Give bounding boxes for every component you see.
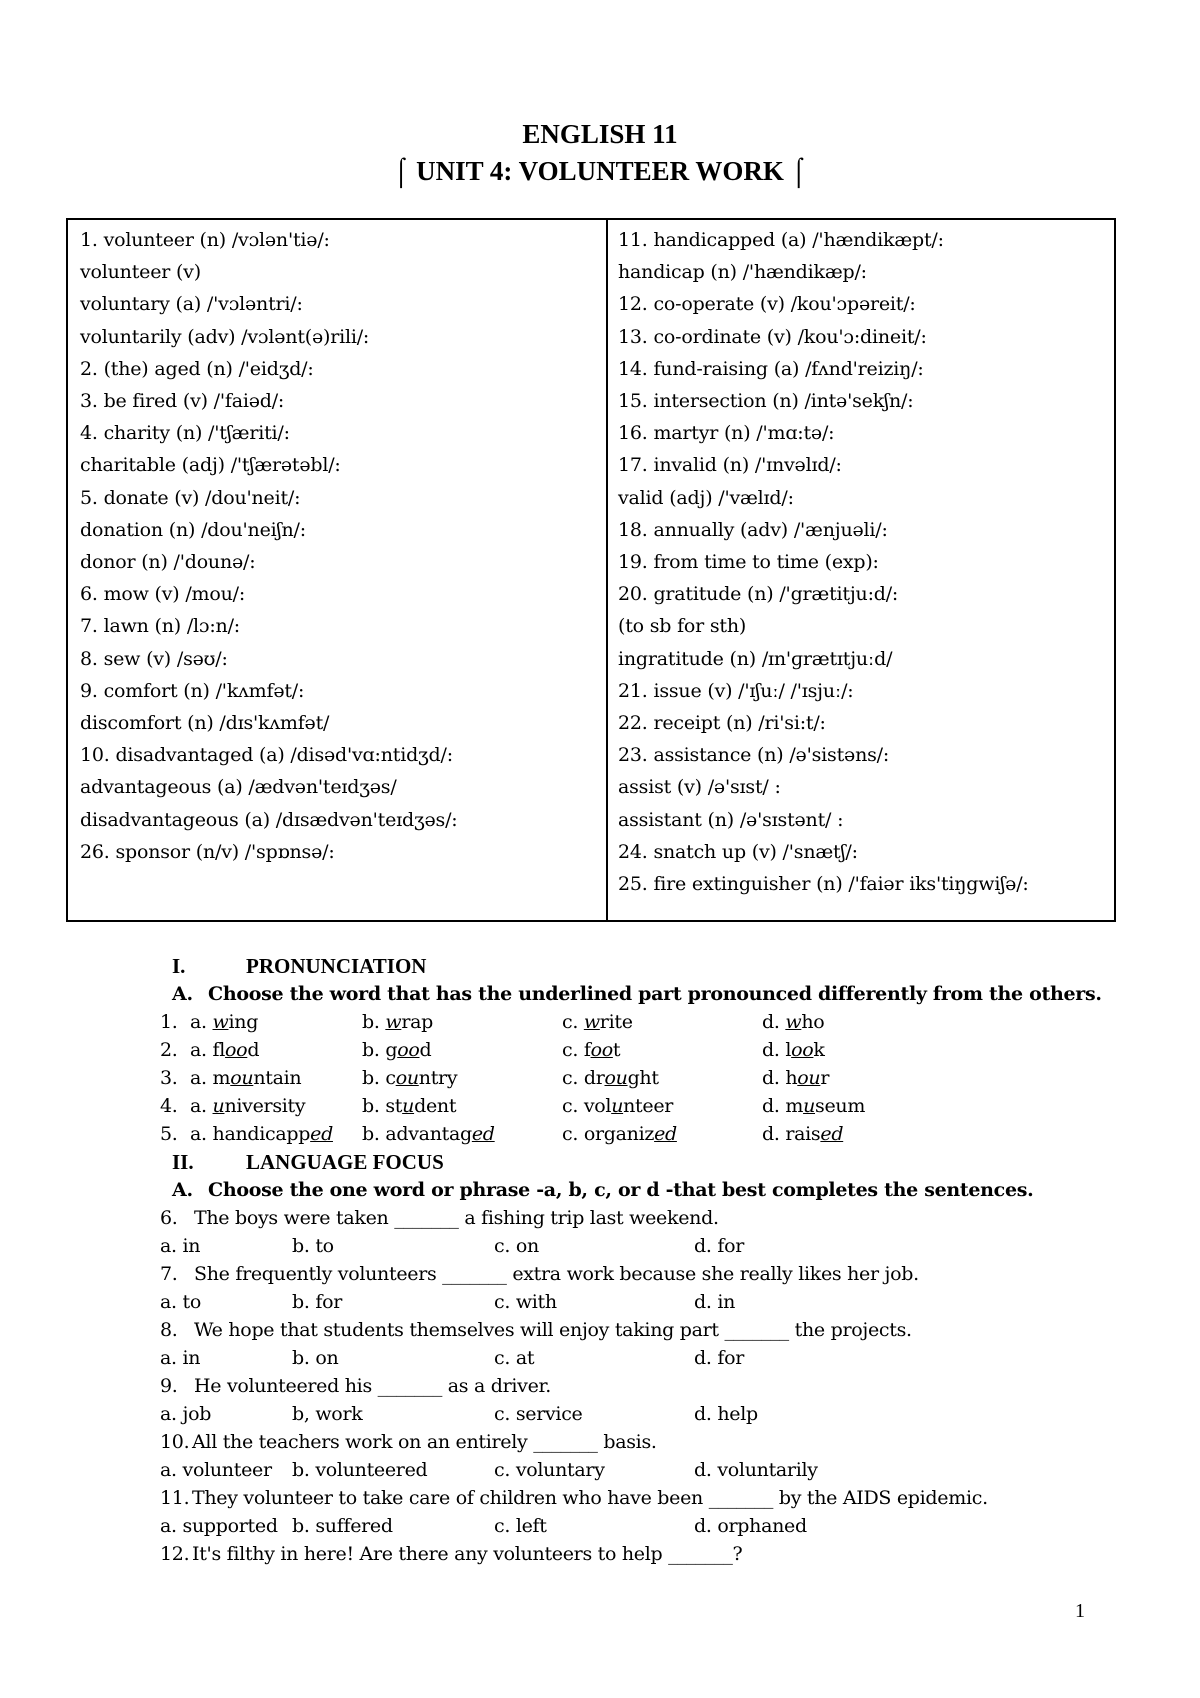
option-letter: b. — [362, 1123, 386, 1145]
underlined-part: u — [803, 1095, 815, 1117]
vocab-entry: 19. from time to time (exp): — [618, 551, 879, 574]
vocab-entry: 15. intersection (n) /intə'sekʃn/: — [618, 390, 914, 413]
word-option — [190, 1036, 259, 1064]
vocab-entry: donation (n) /dou'neiʃn/: — [80, 518, 306, 541]
answer-options — [160, 1232, 1122, 1260]
word-option — [362, 1036, 431, 1064]
underlined-part: ou — [604, 1067, 628, 1089]
vocab-entry: (to sb for sth) — [618, 615, 747, 638]
vocab-entry: voluntary (a) /'vɔləntri/: — [80, 293, 303, 316]
word-part: nteer — [623, 1095, 674, 1117]
option-letter: c. — [562, 1011, 584, 1033]
instruction-text: Choose the one word or phrase -a, b, c, or d -that best completes the sentences. — [208, 1179, 1034, 1201]
word-part: rap — [401, 1011, 433, 1033]
vocab-entry: 9. comfort (n) /'kʌmfət/: — [80, 679, 305, 702]
question-number: 12. — [160, 1543, 190, 1565]
vocab-entry: disadvantageous (a) /dɪsædvən'teɪdʒəs/: — [80, 808, 458, 831]
option-letter: d. — [762, 1067, 786, 1089]
vocab-entry: 7. lawn (n) /lɔ:n/: — [80, 615, 240, 638]
underlined-part: ed — [654, 1123, 677, 1145]
option-letter: d. — [762, 1123, 786, 1145]
word-option — [562, 1064, 659, 1092]
instruction-language-focus — [172, 1176, 1122, 1204]
underlined-part: ou — [230, 1067, 254, 1089]
vocab-entry: charitable (adj) /'tʃærətəbl/: — [80, 454, 341, 477]
vocab-entry: 3. be fired (v) /'faiəd/: — [80, 390, 285, 413]
underlined-part: oo — [590, 1039, 613, 1061]
vocab-entry: assistant (n) /ə'sɪstənt/ : — [618, 808, 844, 831]
vocabulary-right-column — [608, 220, 1114, 920]
answer-option: c. at — [494, 1347, 535, 1369]
word-option — [362, 1092, 456, 1120]
vocab-entry: 8. sew (v) /səʊ/: — [80, 647, 228, 670]
question — [160, 1540, 1122, 1568]
item-number: 2. — [160, 1039, 178, 1061]
word-option — [562, 1036, 620, 1064]
answer-option: b. suffered — [292, 1515, 393, 1537]
instruction-text: Choose the word that has the underlined part pronounced differently from the others. — [208, 983, 1102, 1005]
vocab-entry: discomfort (n) /dɪs'kʌmfət/ — [80, 712, 330, 735]
question-number: 11. — [160, 1487, 190, 1509]
word-part: t — [612, 1039, 621, 1061]
question-number: 8. — [160, 1319, 178, 1341]
vocab-entry: 2. (the) aged (n) /'eidʒd/: — [80, 357, 314, 380]
word-option — [362, 1120, 495, 1148]
word-part: dent — [414, 1095, 457, 1117]
section-heading-language-focus — [172, 1148, 1122, 1176]
question — [160, 1316, 1122, 1344]
word-part: f — [583, 1039, 591, 1061]
underlined-part: w — [385, 1011, 402, 1033]
word-option — [190, 1008, 258, 1036]
word-option — [362, 1008, 433, 1036]
answer-option: c. service — [494, 1403, 583, 1425]
word-option — [190, 1120, 333, 1148]
vocab-entry: 1. volunteer (n) /vɔlən'tiə/: — [80, 229, 330, 251]
word-part: fl — [212, 1039, 226, 1061]
vocab-entry: 22. receipt (n) /ri'si:t/: — [618, 712, 826, 735]
pronunciation-items — [160, 1008, 1122, 1148]
word-part: seum — [815, 1095, 866, 1117]
vocab-entry: handicap (n) /'hændikæp/: — [618, 261, 867, 284]
word-part: dr — [583, 1067, 605, 1089]
question-text: We hope that students themselves will enjoy taking part _______ the projects. — [194, 1319, 912, 1341]
underlined-part: oo — [397, 1039, 420, 1061]
vocab-entry: volunteer (v) — [80, 261, 201, 284]
question — [160, 1204, 1122, 1232]
question-text: The boys were taken _______ a fishing trip last weekend. — [194, 1207, 719, 1229]
question-text: She frequently volunteers _______ extra work because she really likes her job. — [194, 1263, 919, 1285]
underlined-part: oo — [225, 1039, 248, 1061]
vocab-entry: 5. donate (v) /dou'neit/: — [80, 486, 301, 509]
option-letter: b. — [362, 1039, 386, 1061]
vocab-entry: 11. handicapped (a) /'hændikæpt/: — [618, 229, 944, 251]
word-option — [762, 1064, 829, 1092]
document-title: ENGLISH 11 — [522, 119, 678, 149]
answer-option: b. to — [292, 1235, 334, 1257]
pronunciation-item — [160, 1008, 1122, 1036]
pronunciation-item — [160, 1092, 1122, 1120]
answer-option: c. with — [494, 1291, 557, 1313]
answer-option: d. help — [694, 1403, 758, 1425]
answer-option: d. orphaned — [694, 1515, 807, 1537]
exercises — [160, 952, 1122, 1568]
answer-option: b. on — [292, 1347, 339, 1369]
word-part: organiz — [583, 1123, 655, 1145]
word-option — [762, 1036, 825, 1064]
answer-option: c. on — [494, 1235, 539, 1257]
option-letter: a. — [190, 1123, 213, 1145]
answer-option: a. supported — [160, 1515, 278, 1537]
word-option — [562, 1092, 673, 1120]
question-text: He volunteered his _______ as a driver. — [194, 1375, 551, 1397]
section-number: I. — [172, 954, 186, 978]
vocab-entry: 26. sponsor (n/v) /'spɒnsə/: — [80, 840, 335, 863]
section-heading-pronunciation — [172, 952, 1122, 980]
vocab-entry: valid (adj) /'vælɪd/: — [618, 486, 794, 509]
underlined-part: oo — [791, 1039, 814, 1061]
unit-title: ⌠ UNIT 4: VOLUNTEER WORK ⌠ — [393, 156, 807, 186]
underlined-part: ed — [310, 1123, 333, 1145]
word-part: c — [385, 1067, 396, 1089]
answer-options — [160, 1512, 1122, 1540]
word-part: d — [247, 1039, 260, 1061]
page-number: 1 — [1075, 1600, 1085, 1622]
word-part: ho — [801, 1011, 825, 1033]
word-part: rais — [785, 1123, 821, 1145]
word-part: handicapp — [212, 1123, 311, 1145]
question — [160, 1428, 1122, 1456]
answer-option: b. volunteered — [292, 1459, 428, 1481]
option-letter: d. — [762, 1011, 786, 1033]
underlined-part: ou — [395, 1067, 419, 1089]
option-letter: c. — [562, 1067, 584, 1089]
question-text: They volunteer to take care of children who have been _______ by the AIDS epidemic. — [192, 1487, 988, 1509]
pronunciation-item — [160, 1120, 1122, 1148]
answer-option: d. for — [694, 1235, 744, 1257]
word-part: st — [385, 1095, 403, 1117]
section-title: PRONUNCIATION — [246, 954, 427, 978]
vocab-entry: 13. co-ordinate (v) /kou'ɔ:dineit/: — [618, 325, 927, 348]
vocab-entry: 21. issue (v) /'ɪʃuː/ /'ɪsjuː/: — [618, 679, 854, 702]
vocab-entry: 23. assistance (n) /ə'sistəns/: — [618, 744, 890, 767]
underlined-part: u — [212, 1095, 225, 1117]
section-title: LANGUAGE FOCUS — [246, 1150, 444, 1174]
underlined-part: w — [212, 1011, 229, 1033]
vocab-entry: 12. co-operate (v) /kou'ɔpəreit/: — [618, 293, 916, 316]
question-text: It's filthy in here! Are there any volunteers to help _______? — [192, 1543, 743, 1565]
word-part: k — [813, 1039, 825, 1061]
vocab-entry: 25. fire extinguisher (n) /'faiər iks'tiŋgwiʃə/: — [618, 873, 1029, 896]
vocab-entry: 14. fund-raising (a) /fʌnd'reiziŋ/: — [618, 357, 924, 380]
pronunciation-item — [160, 1036, 1122, 1064]
word-part: g — [385, 1039, 398, 1061]
option-letter: a. — [190, 1039, 213, 1061]
underlined-part: ed — [471, 1123, 495, 1145]
vocab-entry: 4. charity (n) /'tʃæriti/: — [80, 422, 290, 445]
word-part: m — [212, 1067, 231, 1089]
underlined-part: ou — [797, 1067, 821, 1089]
section-number: II. — [172, 1150, 194, 1174]
answer-option: a. job — [160, 1403, 212, 1425]
vocab-entry: 6. mow (v) /mou/: — [80, 583, 246, 606]
instruction-pronunciation — [172, 980, 1122, 1008]
word-option — [562, 1008, 633, 1036]
word-part: ntry — [418, 1067, 458, 1089]
option-letter: c. — [562, 1039, 584, 1061]
item-number: 4. — [160, 1095, 178, 1117]
underlined-part: u — [402, 1095, 415, 1117]
word-part: ght — [627, 1067, 659, 1089]
instruction-letter: A. — [172, 1179, 193, 1201]
question — [160, 1260, 1122, 1288]
word-option — [190, 1092, 305, 1120]
option-letter: b. — [362, 1095, 386, 1117]
question-text: All the teachers work on an entirely _______ basis. — [192, 1431, 657, 1453]
underlined-part: w — [583, 1011, 600, 1033]
word-part: rite — [599, 1011, 633, 1033]
vocab-entry: advantageous (a) /ædvən'teɪdʒəs/ — [80, 776, 397, 799]
answer-option: b, work — [292, 1403, 363, 1425]
answer-option: d. for — [694, 1347, 744, 1369]
answer-option: a. to — [160, 1291, 201, 1313]
question — [160, 1484, 1122, 1512]
answer-option: b. for — [292, 1291, 342, 1313]
question-number: 10. — [160, 1431, 190, 1453]
underlined-part: u — [611, 1095, 624, 1117]
vocab-entry: 10. disadvantaged (a) /disəd'vɑ:ntidʒd/: — [80, 744, 453, 767]
option-letter: c. — [562, 1123, 584, 1145]
option-letter: b. — [362, 1067, 386, 1089]
question — [160, 1372, 1122, 1400]
question-number: 9. — [160, 1375, 178, 1397]
vocab-entry: 16. martyr (n) /'mɑ:tə/: — [618, 422, 835, 445]
word-part: vol — [583, 1095, 612, 1117]
vocab-entry: 17. invalid (n) /'ɪnvəlɪd/: — [618, 454, 842, 477]
vocab-entry: assist (v) /ə'sɪst/ : — [618, 776, 781, 799]
word-option — [362, 1064, 457, 1092]
word-part: l — [785, 1039, 792, 1061]
answer-options — [160, 1344, 1122, 1372]
option-letter: a. — [190, 1067, 213, 1089]
answer-options — [160, 1456, 1122, 1484]
answer-option: a. volunteer — [160, 1459, 272, 1481]
word-part: ing — [228, 1011, 259, 1033]
word-option — [762, 1120, 843, 1148]
question-number: 7. — [160, 1263, 178, 1285]
item-number: 3. — [160, 1067, 178, 1089]
item-number: 5. — [160, 1123, 178, 1145]
word-part: h — [785, 1067, 798, 1089]
option-letter: b. — [362, 1011, 386, 1033]
option-letter: c. — [562, 1095, 584, 1117]
option-letter: d. — [762, 1039, 786, 1061]
answer-option: c. left — [494, 1515, 547, 1537]
word-part: r — [820, 1067, 830, 1089]
word-option — [190, 1064, 301, 1092]
vocab-entry: donor (n) /'dounə/: — [80, 551, 256, 574]
item-number: 1. — [160, 1011, 178, 1033]
word-option — [762, 1008, 824, 1036]
option-letter: a. — [190, 1095, 213, 1117]
underlined-part: ed — [820, 1123, 844, 1145]
vocab-entry: ingratitude (n) /ɪn'ɡrætɪtjuːd/ — [618, 647, 893, 670]
vocab-entry: 20. gratitude (n) /'grætitju:d/: — [618, 583, 899, 606]
word-part: d — [419, 1039, 432, 1061]
option-letter: a. — [190, 1011, 213, 1033]
underlined-part: w — [785, 1011, 802, 1033]
question-list — [160, 1204, 1122, 1568]
vocab-entry: voluntarily (adv) /vɔlənt(ə)rili/: — [80, 325, 370, 348]
vocab-entry: 18. annually (adv) /'ænjuəli/: — [618, 518, 888, 541]
question-number: 6. — [160, 1207, 178, 1229]
answer-options — [160, 1400, 1122, 1428]
answer-options — [160, 1288, 1122, 1316]
option-letter: d. — [762, 1095, 786, 1117]
word-part: ntain — [253, 1067, 302, 1089]
vocabulary-table — [66, 218, 1116, 922]
word-part: m — [785, 1095, 804, 1117]
word-part: advantag — [385, 1123, 472, 1145]
word-option — [762, 1092, 865, 1120]
word-option — [562, 1120, 677, 1148]
answer-option: c. voluntary — [494, 1459, 605, 1481]
word-part: niversity — [224, 1095, 306, 1117]
answer-option: a. in — [160, 1347, 201, 1369]
vocabulary-left-column — [68, 220, 608, 920]
answer-option: a. in — [160, 1235, 201, 1257]
vocab-entry: 24. snatch up (v) /'snætʃ/: — [618, 840, 858, 863]
pronunciation-item — [160, 1064, 1122, 1092]
answer-option: d. voluntarily — [694, 1459, 818, 1481]
instruction-letter: A. — [172, 983, 193, 1005]
answer-option: d. in — [694, 1291, 736, 1313]
